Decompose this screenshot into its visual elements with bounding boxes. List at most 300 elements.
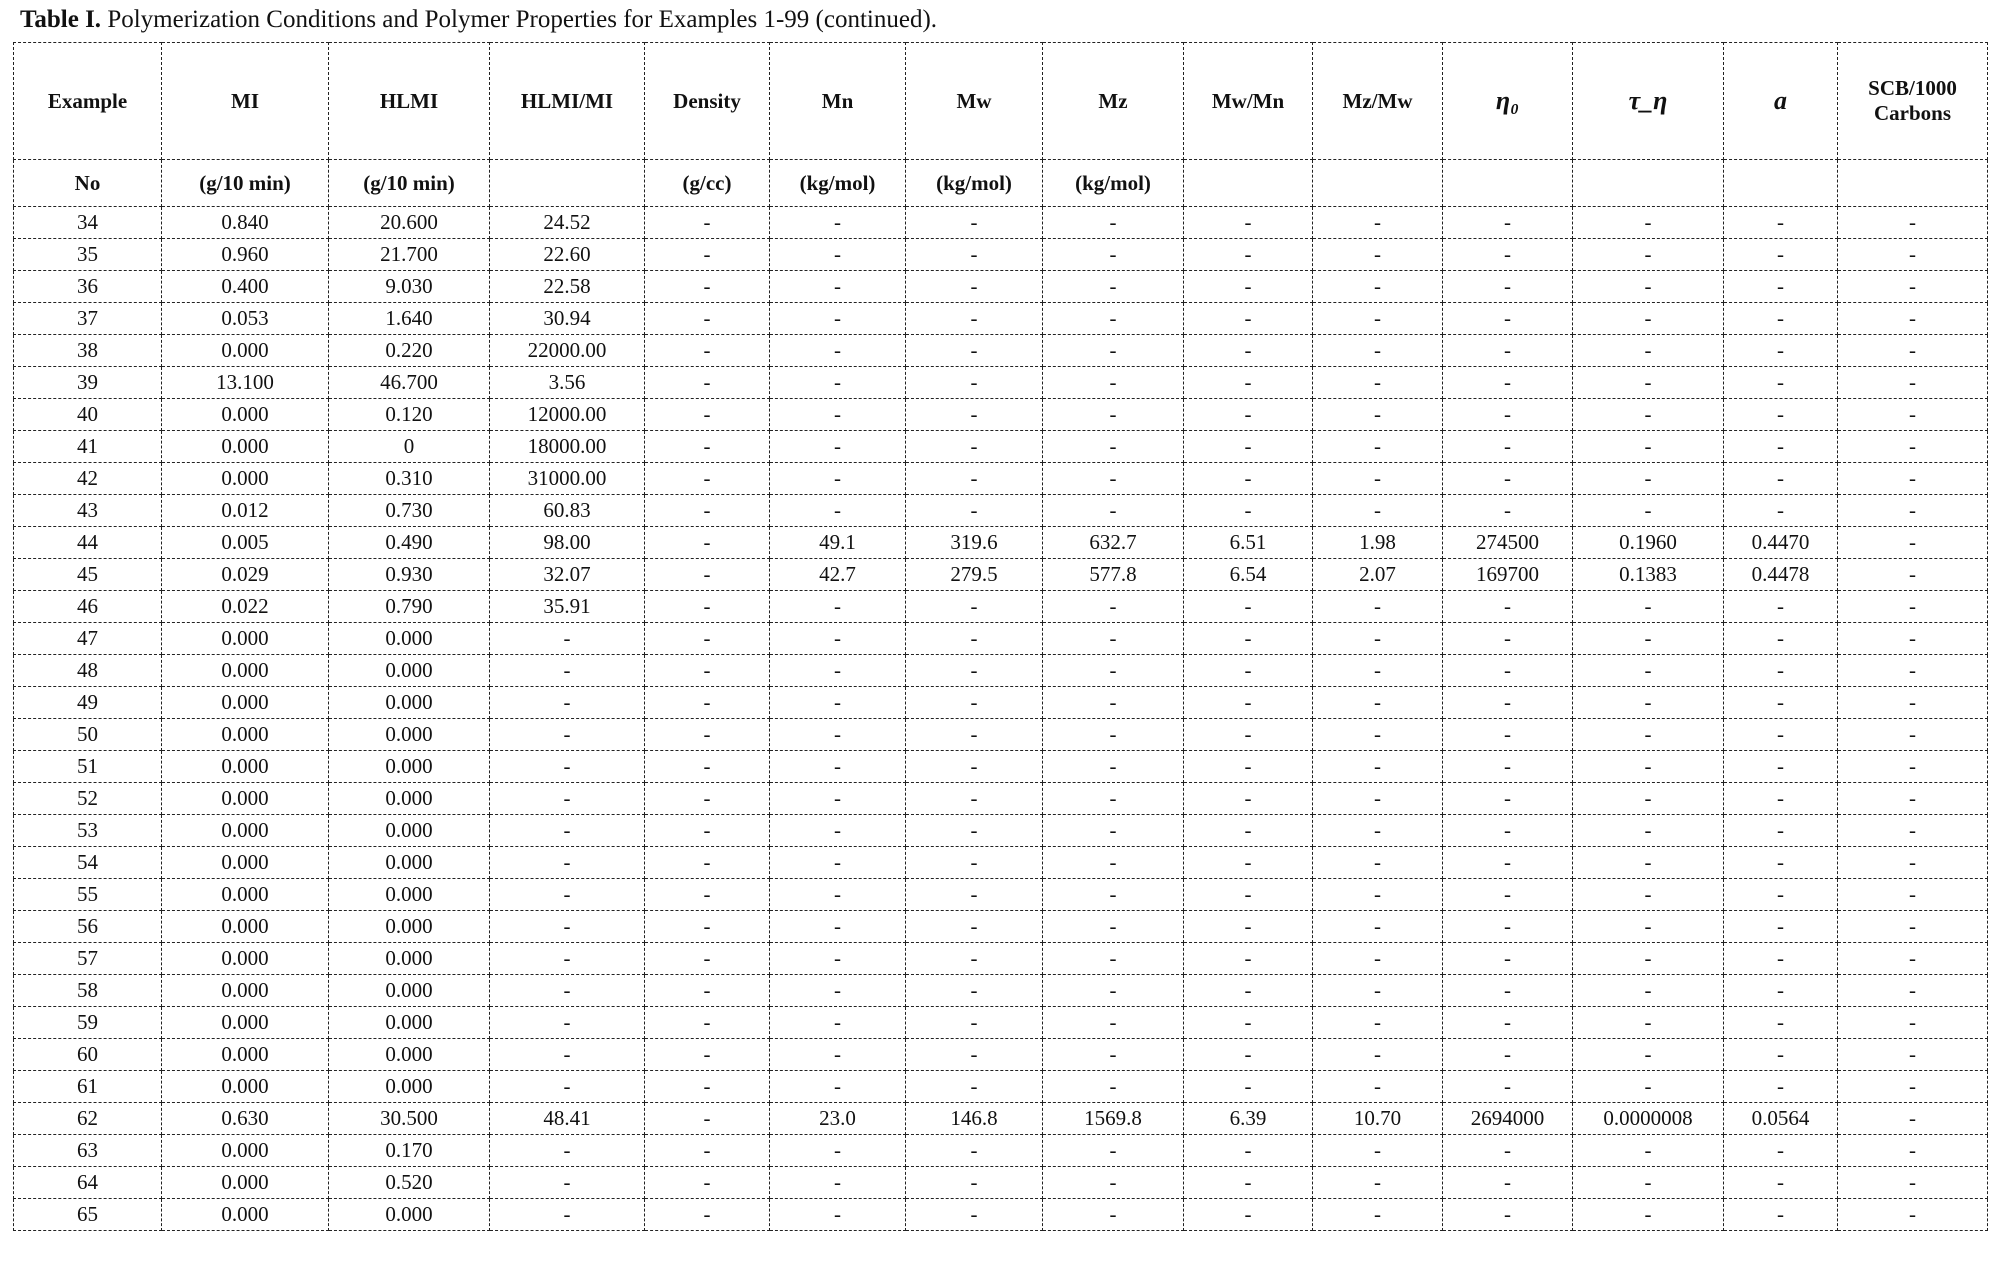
table-cell: -: [1838, 1167, 1988, 1199]
table-cell: -: [770, 303, 906, 335]
table-cell: -: [1313, 751, 1443, 783]
table-cell: -: [770, 687, 906, 719]
column-header: Mw/Mn: [1184, 43, 1313, 160]
table-cell: 0.170: [329, 1135, 490, 1167]
table-cell: 22.58: [490, 271, 645, 303]
table-cell: 0.000: [329, 815, 490, 847]
table-cell: 45: [14, 559, 162, 591]
table-cell: -: [1724, 687, 1838, 719]
table-cell: -: [645, 367, 770, 399]
table-cell: 40: [14, 399, 162, 431]
table-cell: -: [490, 623, 645, 655]
column-header: Mn: [770, 43, 906, 160]
table-row: [14, 527, 1988, 559]
table-cell: -: [1443, 847, 1573, 879]
table-cell: -: [906, 815, 1043, 847]
table-cell: -: [1184, 879, 1313, 911]
table-cell: 1.640: [329, 303, 490, 335]
table-cell: -: [770, 1039, 906, 1071]
table-cell: -: [1313, 495, 1443, 527]
table-cell: -: [1313, 1039, 1443, 1071]
table-cell: -: [1838, 463, 1988, 495]
table-cell: -: [1573, 1007, 1724, 1039]
table-row: [14, 1007, 1988, 1039]
table-cell: -: [770, 399, 906, 431]
table-cell: -: [1313, 1071, 1443, 1103]
table-cell: -: [645, 943, 770, 975]
table-cell: -: [1838, 1199, 1988, 1231]
table-cell: -: [645, 399, 770, 431]
table-cell: 0.000: [329, 751, 490, 783]
column-header: a: [1724, 43, 1838, 160]
table-cell: -: [490, 1007, 645, 1039]
table-cell: -: [1313, 975, 1443, 1007]
table-row: [14, 591, 1988, 623]
column-header: Mz: [1043, 43, 1184, 160]
table-cell: -: [1184, 207, 1313, 239]
table-cell: -: [645, 975, 770, 1007]
table-body: [14, 207, 1988, 1231]
table-cell: -: [1184, 239, 1313, 271]
table-cell: 3.56: [490, 367, 645, 399]
table-cell: 31000.00: [490, 463, 645, 495]
table-cell: -: [1573, 815, 1724, 847]
table-row: [14, 1039, 1988, 1071]
table-cell: -: [1043, 719, 1184, 751]
table-cell: 0.000: [329, 879, 490, 911]
table-cell: 0.000: [329, 783, 490, 815]
table-row: [14, 463, 1988, 495]
table-cell: -: [645, 559, 770, 591]
table-cell: -: [645, 687, 770, 719]
table-cell: 169700: [1443, 559, 1573, 591]
table-cell: 0.400: [162, 271, 329, 303]
table-row: [14, 815, 1988, 847]
table-cell: -: [490, 751, 645, 783]
table-cell: -: [1184, 1071, 1313, 1103]
table-cell: -: [645, 463, 770, 495]
table-cell: -: [1443, 463, 1573, 495]
table-cell: -: [1184, 367, 1313, 399]
table-cell: 0.000: [329, 655, 490, 687]
column-header: HLMI/MI: [490, 43, 645, 160]
table-cell: 20.600: [329, 207, 490, 239]
table-cell: -: [906, 1071, 1043, 1103]
table-cell: 0.310: [329, 463, 490, 495]
unit-header: [1184, 160, 1313, 207]
table-cell: -: [906, 911, 1043, 943]
table-cell: -: [645, 527, 770, 559]
table-cell: -: [906, 495, 1043, 527]
table-cell: -: [645, 239, 770, 271]
table-cell: -: [645, 431, 770, 463]
table-cell: -: [1838, 367, 1988, 399]
table-cell: 0.930: [329, 559, 490, 591]
table-cell: -: [1573, 271, 1724, 303]
table-cell: 49.1: [770, 527, 906, 559]
table-cell: 39: [14, 367, 162, 399]
unit-header: (kg/mol): [770, 160, 906, 207]
table-row: [14, 623, 1988, 655]
table-cell: 0.000: [162, 1199, 329, 1231]
table-cell: -: [1443, 591, 1573, 623]
table-row: [14, 367, 1988, 399]
table-cell: -: [770, 1007, 906, 1039]
table-cell: -: [1043, 1039, 1184, 1071]
table-cell: -: [1838, 719, 1988, 751]
column-header: τ_η: [1573, 43, 1724, 160]
table-cell: -: [1184, 463, 1313, 495]
table-row: [14, 719, 1988, 751]
table-cell: 32.07: [490, 559, 645, 591]
table-cell: -: [1184, 1039, 1313, 1071]
table-cell: -: [1184, 495, 1313, 527]
table-cell: -: [1573, 463, 1724, 495]
unit-header: (g/10 min): [162, 160, 329, 207]
table-cell: -: [490, 1071, 645, 1103]
table-cell: 65: [14, 1199, 162, 1231]
table-cell: -: [770, 719, 906, 751]
table-cell: -: [906, 303, 1043, 335]
table-cell: -: [1313, 463, 1443, 495]
unit-header: (g/10 min): [329, 160, 490, 207]
unit-header: [1838, 160, 1988, 207]
table-row: [14, 847, 1988, 879]
table-cell: -: [490, 911, 645, 943]
table-cell: 0.790: [329, 591, 490, 623]
table-cell: -: [1443, 335, 1573, 367]
table-cell: -: [490, 815, 645, 847]
table-cell: -: [1724, 847, 1838, 879]
table-cell: 0.000: [162, 1007, 329, 1039]
table-cell: -: [1313, 655, 1443, 687]
table-cell: -: [906, 1167, 1043, 1199]
table-cell: -: [770, 271, 906, 303]
column-header: HLMI: [329, 43, 490, 160]
table-cell: -: [1313, 303, 1443, 335]
table-cell: 23.0: [770, 1103, 906, 1135]
table-cell: -: [1573, 1039, 1724, 1071]
table-cell: -: [1838, 783, 1988, 815]
table-cell: -: [1184, 1199, 1313, 1231]
table-cell: -: [770, 783, 906, 815]
table-cell: -: [1573, 751, 1724, 783]
table-cell: -: [1184, 303, 1313, 335]
table-cell: 61: [14, 1071, 162, 1103]
table-cell: -: [1838, 335, 1988, 367]
table-cell: 60: [14, 1039, 162, 1071]
table-cell: 98.00: [490, 527, 645, 559]
table-cell: -: [1043, 655, 1184, 687]
table-cell: 0.000: [329, 719, 490, 751]
table-row: [14, 975, 1988, 1007]
table-row: [14, 303, 1988, 335]
table-cell: -: [1724, 751, 1838, 783]
table-cell: -: [1443, 687, 1573, 719]
table-row: [14, 911, 1988, 943]
table-cell: -: [1443, 879, 1573, 911]
table-cell: 0.000: [329, 687, 490, 719]
table-cell: 48: [14, 655, 162, 687]
table-cell: 319.6: [906, 527, 1043, 559]
table-cell: -: [770, 367, 906, 399]
table-cell: 59: [14, 1007, 162, 1039]
table-cell: -: [1838, 1135, 1988, 1167]
table-cell: 0.000: [162, 1039, 329, 1071]
table-cell: -: [1838, 847, 1988, 879]
table-cell: -: [1313, 719, 1443, 751]
table-cell: -: [645, 1039, 770, 1071]
column-header: Mw: [906, 43, 1043, 160]
table-cell: 0.000: [162, 1071, 329, 1103]
table-cell: 0.029: [162, 559, 329, 591]
table-cell: 30.500: [329, 1103, 490, 1135]
table-cell: 22.60: [490, 239, 645, 271]
table-cell: -: [1573, 719, 1724, 751]
table-cell: -: [490, 879, 645, 911]
table-cell: -: [1184, 815, 1313, 847]
table-cell: -: [1838, 1039, 1988, 1071]
table-cell: 0.120: [329, 399, 490, 431]
table-cell: -: [1838, 431, 1988, 463]
table-cell: -: [1838, 1071, 1988, 1103]
table-cell: 0.520: [329, 1167, 490, 1199]
table-cell: -: [1043, 367, 1184, 399]
table-cell: -: [1573, 367, 1724, 399]
table-row: [14, 335, 1988, 367]
table-cell: -: [1443, 943, 1573, 975]
unit-header: [1724, 160, 1838, 207]
table-row: [14, 271, 1988, 303]
table-cell: 6.39: [1184, 1103, 1313, 1135]
table-cell: -: [1043, 1199, 1184, 1231]
table-row: [14, 207, 1988, 239]
table-cell: -: [1184, 1167, 1313, 1199]
table-cell: -: [906, 367, 1043, 399]
table-cell: -: [645, 1007, 770, 1039]
table-cell: -: [645, 1167, 770, 1199]
table-cell: 54: [14, 847, 162, 879]
table-cell: -: [1838, 1103, 1988, 1135]
table-cell: -: [906, 783, 1043, 815]
table-cell: -: [645, 271, 770, 303]
table-cell: 1.98: [1313, 527, 1443, 559]
units-row: [14, 160, 1988, 207]
table-cell: -: [1313, 431, 1443, 463]
table-cell: -: [1573, 1199, 1724, 1231]
table-cell: -: [770, 751, 906, 783]
table-cell: -: [1184, 911, 1313, 943]
column-header: Example: [14, 43, 162, 160]
table-cell: -: [1043, 1167, 1184, 1199]
table-cell: -: [1043, 463, 1184, 495]
table-cell: 37: [14, 303, 162, 335]
table-cell: 274500: [1443, 527, 1573, 559]
table-cell: -: [1838, 495, 1988, 527]
table-cell: 0.000: [162, 975, 329, 1007]
table-cell: 0.000: [162, 719, 329, 751]
table-cell: -: [1184, 847, 1313, 879]
table-cell: 18000.00: [490, 431, 645, 463]
table-cell: -: [906, 431, 1043, 463]
table-cell: -: [645, 623, 770, 655]
table-cell: 0.4470: [1724, 527, 1838, 559]
table-cell: -: [770, 1071, 906, 1103]
table-cell: 10.70: [1313, 1103, 1443, 1135]
table-cell: -: [1724, 783, 1838, 815]
table-row: [14, 1167, 1988, 1199]
table-cell: -: [1724, 719, 1838, 751]
table-cell: -: [906, 335, 1043, 367]
table-cell: -: [1724, 1071, 1838, 1103]
table-cell: -: [1724, 1167, 1838, 1199]
table-cell: -: [906, 655, 1043, 687]
table-cell: 0: [329, 431, 490, 463]
table-cell: -: [645, 1071, 770, 1103]
table-cell: -: [906, 591, 1043, 623]
table-row: [14, 495, 1988, 527]
table-cell: 6.51: [1184, 527, 1313, 559]
table-cell: -: [645, 1199, 770, 1231]
table-cell: 52: [14, 783, 162, 815]
table-cell: -: [1573, 1167, 1724, 1199]
table-cell: -: [770, 239, 906, 271]
table-cell: -: [645, 1135, 770, 1167]
table-cell: -: [1184, 623, 1313, 655]
table-cell: 577.8: [1043, 559, 1184, 591]
table-cell: -: [1573, 943, 1724, 975]
table-cell: -: [1313, 1135, 1443, 1167]
table-cell: 51: [14, 751, 162, 783]
table-cell: -: [1313, 879, 1443, 911]
table-cell: -: [906, 847, 1043, 879]
table-cell: 42: [14, 463, 162, 495]
table-cell: -: [1313, 239, 1443, 271]
table-cell: -: [1724, 591, 1838, 623]
table-cell: -: [770, 1167, 906, 1199]
table-cell: -: [1724, 399, 1838, 431]
table-cell: 0.000: [162, 623, 329, 655]
table-cell: -: [1724, 303, 1838, 335]
table-cell: -: [1443, 1167, 1573, 1199]
table-cell: -: [645, 719, 770, 751]
table-cell: 0.000: [329, 1071, 490, 1103]
table-cell: -: [1443, 431, 1573, 463]
table-cell: -: [1043, 239, 1184, 271]
table-cell: -: [1838, 879, 1988, 911]
table-cell: -: [1043, 399, 1184, 431]
table-cell: -: [1313, 399, 1443, 431]
table-cell: -: [645, 815, 770, 847]
table-cell: 30.94: [490, 303, 645, 335]
table-cell: -: [1443, 1071, 1573, 1103]
table-cell: 0.000: [162, 847, 329, 879]
table-cell: -: [1313, 591, 1443, 623]
table-cell: -: [1313, 207, 1443, 239]
table-cell: -: [1838, 751, 1988, 783]
table-cell: 0.000: [329, 847, 490, 879]
table-cell: -: [1184, 687, 1313, 719]
table-row: [14, 1199, 1988, 1231]
table-cell: 56: [14, 911, 162, 943]
unit-header: (kg/mol): [1043, 160, 1184, 207]
unit-header: [1443, 160, 1573, 207]
table-cell: 24.52: [490, 207, 645, 239]
table-cell: -: [1443, 495, 1573, 527]
table-cell: -: [1043, 1071, 1184, 1103]
table-row: [14, 239, 1988, 271]
table-cell: -: [1838, 1007, 1988, 1039]
table-cell: -: [1313, 1007, 1443, 1039]
table-cell: -: [1724, 207, 1838, 239]
table-cell: -: [1313, 911, 1443, 943]
table-cell: -: [1724, 431, 1838, 463]
table-cell: -: [1838, 591, 1988, 623]
table-cell: -: [1313, 687, 1443, 719]
table-cell: -: [1043, 847, 1184, 879]
table-cell: -: [1838, 943, 1988, 975]
table-cell: -: [645, 495, 770, 527]
table-cell: -: [1724, 335, 1838, 367]
table-cell: -: [1838, 911, 1988, 943]
table-cell: -: [645, 655, 770, 687]
column-header: η₀: [1443, 43, 1573, 160]
table-cell: -: [1443, 815, 1573, 847]
table-cell: 55: [14, 879, 162, 911]
table-cell: 0.630: [162, 1103, 329, 1135]
table-cell: -: [490, 783, 645, 815]
table-cell: 9.030: [329, 271, 490, 303]
unit-header: No: [14, 160, 162, 207]
table-cell: -: [1043, 911, 1184, 943]
table-cell: -: [1724, 367, 1838, 399]
table-cell: -: [1838, 815, 1988, 847]
table-cell: -: [1313, 1167, 1443, 1199]
table-row: [14, 559, 1988, 591]
column-header: SCB/1000 Carbons: [1838, 43, 1988, 160]
table-cell: -: [1573, 975, 1724, 1007]
table-cell: -: [1724, 623, 1838, 655]
table-cell: -: [1043, 207, 1184, 239]
table-cell: -: [1184, 431, 1313, 463]
table-cell: 22000.00: [490, 335, 645, 367]
table-cell: -: [906, 719, 1043, 751]
table-cell: 50: [14, 719, 162, 751]
table-cell: 0.000: [162, 911, 329, 943]
table-cell: -: [1573, 623, 1724, 655]
table-cell: -: [1724, 815, 1838, 847]
table-cell: -: [1043, 623, 1184, 655]
table-cell: 0.022: [162, 591, 329, 623]
table-cell: -: [1184, 719, 1313, 751]
table-cell: -: [1724, 879, 1838, 911]
unit-header: (g/cc): [645, 160, 770, 207]
table-cell: -: [1573, 239, 1724, 271]
table-cell: 0.1383: [1573, 559, 1724, 591]
table-cell: -: [1573, 655, 1724, 687]
table-cell: -: [645, 207, 770, 239]
table-cell: 1569.8: [1043, 1103, 1184, 1135]
table-cell: -: [1573, 303, 1724, 335]
table-cell: 279.5: [906, 559, 1043, 591]
table-cell: -: [645, 303, 770, 335]
table-cell: -: [1184, 1007, 1313, 1039]
table-cell: -: [906, 399, 1043, 431]
table-cell: -: [906, 207, 1043, 239]
table-cell: -: [1043, 335, 1184, 367]
table-cell: -: [645, 751, 770, 783]
table-cell: -: [770, 207, 906, 239]
